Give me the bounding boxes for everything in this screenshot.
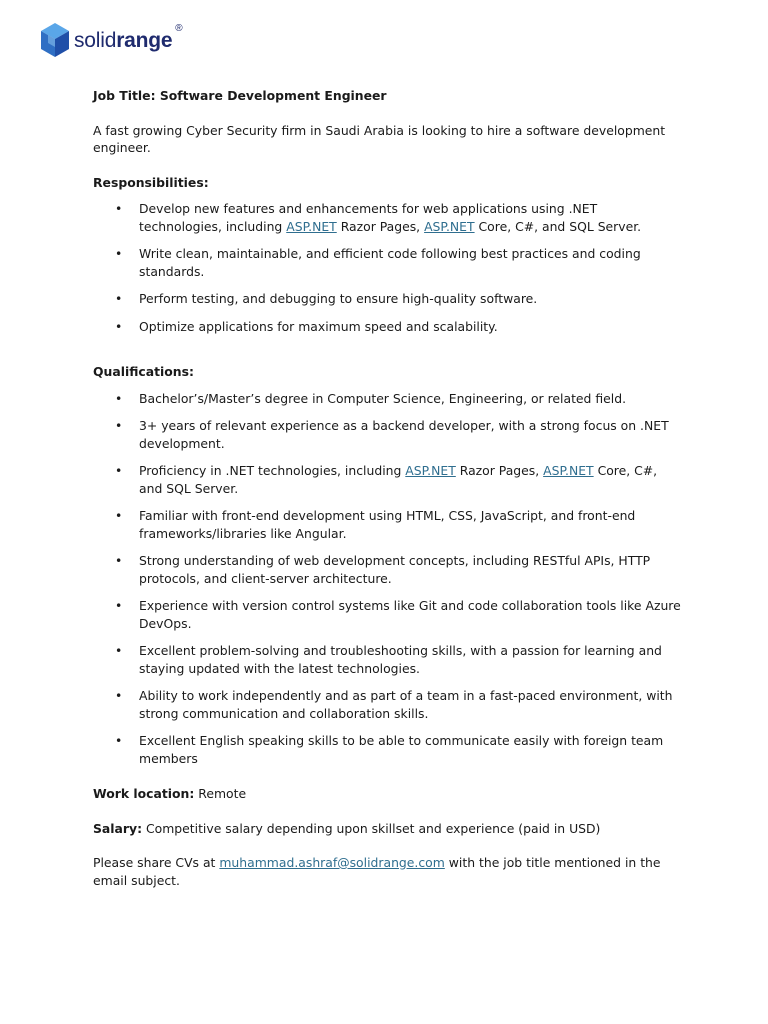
work-location: Work location: Remote xyxy=(93,786,247,801)
aspnet-link[interactable]: ASP.NET xyxy=(424,218,475,234)
company-logo xyxy=(40,22,183,58)
list-item: • Proficiency in .NET technologies, including ASP.NET Razor Pages, ASP.NET Core, C#, and SQL Server. xyxy=(115,463,658,496)
list-item: • Optimize applications for maximum speed and scalability. xyxy=(115,318,498,334)
qualifications-heading: Qualifications: xyxy=(93,364,194,379)
aspnet-link[interactable]: ASP.NET xyxy=(286,218,337,234)
list-item: • Ability to work independently and as part of a team in a fast-paced environment, with strong communication and collaboration skills. xyxy=(115,688,673,721)
logo-wordmark: solidrange ® xyxy=(74,22,183,52)
contact-paragraph: Please share CVs at muhammad.ashraf@solidrange.com with the job title mentioned in the email subject. xyxy=(93,855,661,888)
list-item: • Write clean, maintainable, and efficient code following best practices and coding standards. xyxy=(115,246,641,279)
aspnet-link[interactable]: ASP.NET xyxy=(405,463,456,478)
intro-paragraph: A fast growing Cyber Security firm in Saudi Arabia is looking to hire a software development engineer. xyxy=(93,122,666,155)
list-item: • Bachelor’s/Master’s degree in Computer Science, Engineering, or related field. xyxy=(115,390,627,406)
aspnet-link[interactable]: ASP.NET xyxy=(543,463,594,478)
list-item: • Perform testing, and debugging to ensure high-quality software. xyxy=(115,291,538,306)
list-item: • 3+ years of relevant experience as a backend developer, with a strong focus on .NET development. xyxy=(115,418,669,451)
list-item: • Familiar with front-end development using HTML, CSS, JavaScript, and front-end frameworks/libraries like Angular. xyxy=(115,508,636,541)
responsibilities-heading: Responsibilities: xyxy=(93,174,209,190)
list-item: • Excellent English speaking skills to be able to communicate easily with foreign team members xyxy=(115,733,664,766)
list-item: • Experience with version control systems like Git and code collaboration tools like Azure DevOps. xyxy=(115,598,681,631)
salary: Salary: Competitive salary depending upon skillset and experience (paid in USD) xyxy=(93,820,601,836)
list-item: • Develop new features and enhancements for web applications using .NET technologies, including ASP.NET Razor Pages, ASP.NET Core, C#, and SQL Server. xyxy=(115,201,642,234)
qualifications-list xyxy=(93,390,683,768)
responsibilities-list xyxy=(93,200,683,335)
cube-logo-icon xyxy=(40,22,70,58)
email-link[interactable]: muhammad.ashraf@solidrange.com xyxy=(219,855,445,870)
list-item: • Excellent problem-solving and troubleshooting skills, with a passion for learning and staying updated with the latest technologies. xyxy=(115,643,662,676)
job-description xyxy=(93,87,683,889)
job-title: Job Title: Software Development Engineer xyxy=(93,88,387,103)
list-item: • Strong understanding of web development concepts, including RESTful APIs, HTTP protocols, and client-server architecture. xyxy=(115,553,651,586)
